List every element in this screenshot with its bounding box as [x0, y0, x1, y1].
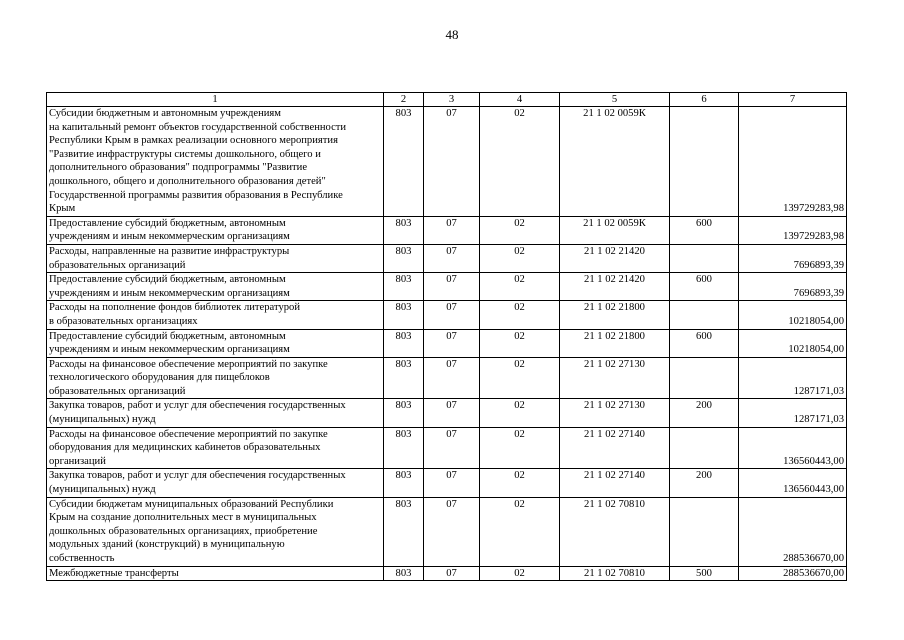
section-code-cell: 07 [424, 107, 480, 217]
ministry-code-cell: 803 [384, 427, 424, 469]
item-name-cell [47, 357, 384, 399]
expense-type-cell: 600 [670, 216, 739, 244]
table-row [47, 329, 847, 357]
ministry-code-cell: 803 [384, 216, 424, 244]
item-name-line: Расходы, направленные на развитие инфраструктуры [49, 245, 290, 257]
header-cell-3: 3 [424, 93, 480, 107]
expense-type-cell: 500 [670, 566, 739, 581]
ministry-code-cell: 803 [384, 244, 424, 272]
item-name-line: Расходы на финансовое обеспечение мероприятий по закупке [49, 358, 328, 370]
header-cell-4: 4 [480, 93, 560, 107]
table-row [47, 273, 847, 301]
item-name-line: на капитальный ремонт объектов государственной собственности [49, 121, 347, 133]
expense-type-cell: 600 [670, 273, 739, 301]
section-code-cell: 07 [424, 329, 480, 357]
subsection-code-cell: 02 [480, 357, 560, 399]
item-name-cell [47, 399, 384, 427]
target-article-cell: 21 1 02 27140 [560, 469, 670, 497]
target-article-cell: 21 1 02 0059К [560, 107, 670, 217]
item-name-line: дошкольного, общего и дополнительного образования детей" [49, 175, 326, 187]
item-name-line: Предоставление субсидий бюджетным, автономным [49, 274, 286, 286]
ministry-code-cell: 803 [384, 399, 424, 427]
item-name-line: Предоставление субсидий бюджетным, автономным [49, 330, 286, 342]
expense-type-cell [670, 427, 739, 469]
table-row [47, 427, 847, 469]
subsection-code-cell: 02 [480, 216, 560, 244]
item-name-line: Государственной программы развития образования в Республике [49, 189, 343, 201]
header-cell-6: 6 [670, 93, 739, 107]
item-name-cell [47, 107, 384, 217]
amount-cell: 136560443,00 [739, 427, 847, 469]
target-article-cell: 21 1 02 0059К [560, 216, 670, 244]
ministry-code-cell: 803 [384, 497, 424, 566]
item-name-cell [47, 301, 384, 329]
item-name-line: Расходы на пополнение фондов библиотек литературой [49, 302, 301, 314]
amount-cell: 139729283,98 [739, 216, 847, 244]
item-name-line: образовательных организаций [49, 259, 186, 271]
item-name-line: Субсидии бюджетным и автономным учреждениям [49, 108, 282, 119]
target-article-cell: 21 1 02 27130 [560, 399, 670, 427]
item-name-line: Республики Крым в рамках реализации основного мероприятия [49, 135, 338, 147]
item-name-line: организаций [49, 455, 106, 467]
item-name-line: оборудования для медицинских кабинетов образовательных [49, 442, 321, 454]
subsection-code-cell: 02 [480, 273, 560, 301]
item-name-line: учреждениям и иным некоммерческим организациям [49, 344, 290, 356]
subsection-code-cell: 02 [480, 301, 560, 329]
table-row [47, 497, 847, 566]
page-number: 48 [445, 27, 459, 42]
item-name-cell [47, 244, 384, 272]
expense-type-cell [670, 244, 739, 272]
budget-table [46, 92, 847, 581]
section-code-cell: 07 [424, 244, 480, 272]
target-article-cell: 21 1 02 21420 [560, 273, 670, 301]
item-name-cell [47, 497, 384, 566]
item-name-line: Субсидии бюджетам муниципальных образований Республики [49, 498, 334, 510]
item-name-line: образовательных организаций [49, 385, 186, 397]
item-name-cell [47, 273, 384, 301]
item-name-line: собственность [49, 553, 115, 564]
ministry-code-cell: 803 [384, 273, 424, 301]
item-name-line: Закупка товаров, работ и услуг для обеспечения государственных [49, 400, 346, 412]
section-code-cell: 07 [424, 357, 480, 399]
target-article-cell: 21 1 02 70810 [560, 497, 670, 566]
item-name-cell [47, 427, 384, 469]
expense-type-cell: 200 [670, 399, 739, 427]
target-article-cell: 21 1 02 27130 [560, 357, 670, 399]
ministry-code-cell: 803 [384, 301, 424, 329]
item-name-line: дошкольных образовательных организациях, приобретение [49, 525, 318, 537]
amount-cell: 136560443,00 [739, 469, 847, 497]
table-row [47, 566, 847, 581]
subsection-code-cell: 02 [480, 566, 560, 581]
item-name-cell [47, 566, 384, 581]
item-name-line: (муниципальных) нужд [49, 414, 156, 426]
subsection-code-cell: 02 [480, 497, 560, 566]
expense-type-cell [670, 301, 739, 329]
item-name-line: Предоставление субсидий бюджетным, автономным [49, 217, 286, 229]
item-name-line: модульных зданий (конструкций) в муниципальную [49, 539, 285, 551]
table-row [47, 244, 847, 272]
section-code-cell: 07 [424, 469, 480, 497]
table-row [47, 216, 847, 244]
header-cell-5: 5 [560, 93, 670, 107]
target-article-cell: 21 1 02 21420 [560, 244, 670, 272]
item-name-line: учреждениям и иным некоммерческим организациям [49, 287, 290, 299]
amount-cell: 288536670,00 [739, 566, 847, 581]
item-name-line: учреждениям и иным некоммерческим организациям [49, 231, 290, 243]
item-name-line: в образовательных организациях [49, 315, 198, 327]
target-article-cell: 21 1 02 70810 [560, 566, 670, 581]
item-name-line: "Развитие инфраструктуры системы дошкольного, общего и [49, 148, 321, 160]
section-code-cell: 07 [424, 216, 480, 244]
ministry-code-cell: 803 [384, 469, 424, 497]
subsection-code-cell: 02 [480, 399, 560, 427]
header-cell-1: 1 [47, 93, 384, 107]
ministry-code-cell: 803 [384, 357, 424, 399]
expense-type-cell [670, 107, 739, 217]
item-name-line: технологического оборудования для пищеблоков [49, 372, 270, 384]
section-code-cell: 07 [424, 566, 480, 581]
target-article-cell: 21 1 02 27140 [560, 427, 670, 469]
section-code-cell: 07 [424, 497, 480, 566]
item-name-line: Крым на создание дополнительных мест в муниципальных [49, 512, 317, 524]
subsection-code-cell: 02 [480, 427, 560, 469]
ministry-code-cell: 803 [384, 107, 424, 217]
target-article-cell: 21 1 02 21800 [560, 329, 670, 357]
item-name-cell [47, 469, 384, 497]
amount-cell: 288536670,00 [739, 497, 847, 566]
amount-cell: 7696893,39 [739, 273, 847, 301]
table-row [47, 107, 847, 217]
amount-cell: 10218054,00 [739, 301, 847, 329]
table-row [47, 469, 847, 497]
table-row [47, 399, 847, 427]
subsection-code-cell: 02 [480, 469, 560, 497]
header-row [47, 93, 847, 107]
expense-type-cell [670, 497, 739, 566]
table-row [47, 357, 847, 399]
ministry-code-cell: 803 [384, 329, 424, 357]
section-code-cell: 07 [424, 301, 480, 329]
target-article-cell: 21 1 02 21800 [560, 301, 670, 329]
subsection-code-cell: 02 [480, 329, 560, 357]
item-name-line: Закупка товаров, работ и услуг для обеспечения государственных [49, 470, 346, 482]
amount-cell: 1287171,03 [739, 399, 847, 427]
expense-type-cell [670, 357, 739, 399]
amount-cell: 10218054,00 [739, 329, 847, 357]
ministry-code-cell: 803 [384, 566, 424, 581]
item-name-line: Крым [49, 203, 76, 215]
item-name-line: Межбюджетные трансферты [49, 567, 179, 579]
subsection-code-cell: 02 [480, 107, 560, 217]
expense-type-cell: 600 [670, 329, 739, 357]
amount-cell: 139729283,98 [739, 107, 847, 217]
amount-cell: 7696893,39 [739, 244, 847, 272]
header-cell-2: 2 [384, 93, 424, 107]
item-name-line: (муниципальных) нужд [49, 484, 156, 496]
section-code-cell: 07 [424, 399, 480, 427]
item-name-cell [47, 216, 384, 244]
amount-cell: 1287171,03 [739, 357, 847, 399]
subsection-code-cell: 02 [480, 244, 560, 272]
item-name-cell [47, 329, 384, 357]
expense-type-cell: 200 [670, 469, 739, 497]
section-code-cell: 07 [424, 427, 480, 469]
table-row [47, 301, 847, 329]
item-name-line: Расходы на финансовое обеспечение мероприятий по закупке [49, 428, 328, 440]
item-name-line: дополнительного образования" подпрограммы "Развитие [49, 162, 308, 174]
header-cell-7: 7 [739, 93, 847, 107]
section-code-cell: 07 [424, 273, 480, 301]
